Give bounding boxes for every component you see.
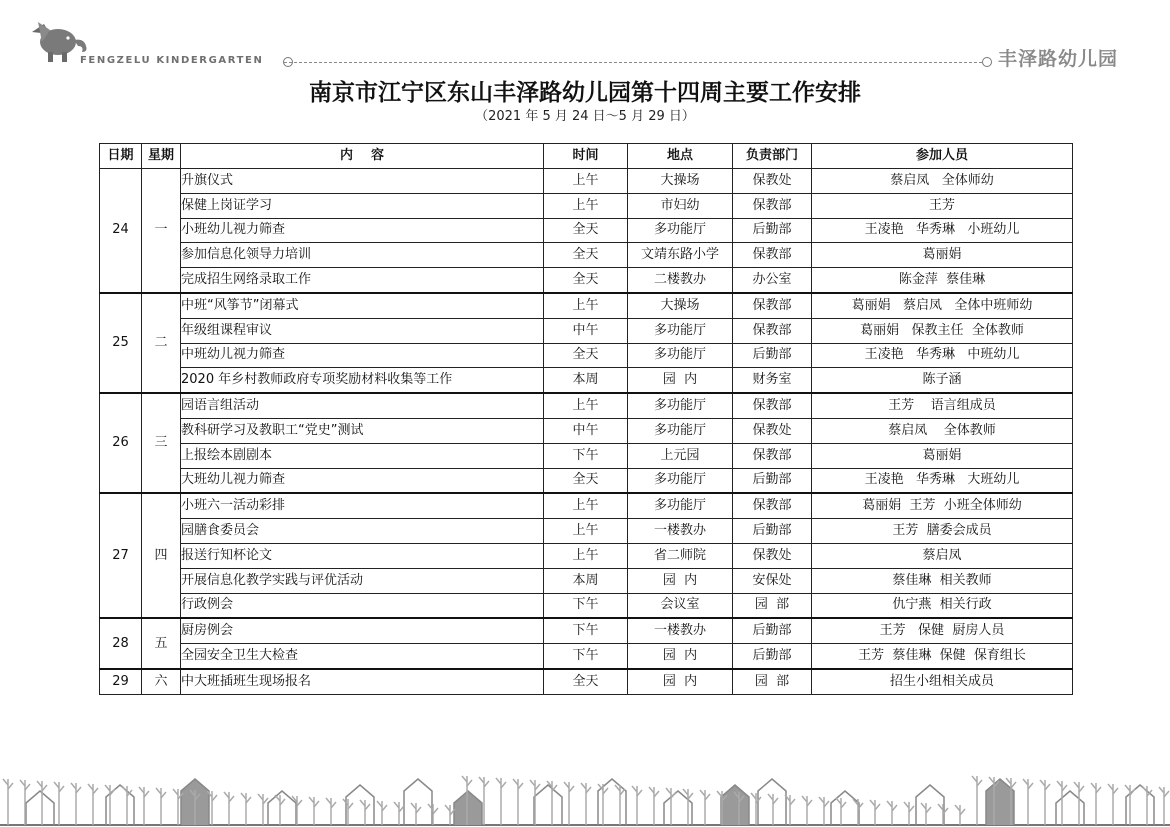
content-cell: 中班“风筝节”闭幕式: [181, 293, 544, 318]
weekday-cell: 二: [142, 293, 181, 393]
people-cell: 陈金萍 蔡佳琳: [812, 268, 1073, 293]
table-row: [100, 268, 1073, 293]
table-row: [100, 568, 1073, 593]
content-cell: 园膳食委员会: [181, 519, 544, 544]
dept-cell: 保教部: [733, 443, 812, 468]
content-cell: 行政例会: [181, 593, 544, 618]
dept-cell: 保教处: [733, 169, 812, 194]
logo-english-text: FENGZELU KINDERGARTEN: [80, 55, 264, 66]
content-cell: 升旗仪式: [181, 169, 544, 194]
content-cell: 中大班插班生现场报名: [181, 669, 544, 694]
table-row: [100, 644, 1073, 669]
place-cell: 多功能厅: [628, 318, 733, 343]
place-cell: 多功能厅: [628, 393, 733, 418]
header-place: 地点: [628, 144, 733, 169]
people-cell: 王芳: [812, 193, 1073, 218]
table-row: [100, 618, 1073, 643]
time-cell: 下午: [544, 593, 628, 618]
dept-cell: 园 部: [733, 669, 812, 694]
content-cell: 报送行知杯论文: [181, 543, 544, 568]
people-cell: 葛丽娟: [812, 443, 1073, 468]
table-row: [100, 293, 1073, 318]
dept-cell: 保教部: [733, 293, 812, 318]
date-cell: 26: [100, 393, 142, 493]
dept-cell: 后勤部: [733, 218, 812, 243]
people-cell: 葛丽娟: [812, 243, 1073, 268]
people-cell: 招生小组相关成员: [812, 669, 1073, 694]
place-cell: 园 内: [628, 368, 733, 393]
people-cell: 蔡启凤: [812, 543, 1073, 568]
time-cell: 上午: [544, 293, 628, 318]
time-cell: 上午: [544, 393, 628, 418]
table-row: [100, 519, 1073, 544]
dept-cell: 保教部: [733, 318, 812, 343]
content-cell: 小班六一活动彩排: [181, 493, 544, 518]
content-cell: 大班幼儿视力筛查: [181, 468, 544, 493]
date-cell: 25: [100, 293, 142, 393]
people-cell: 王芳 膳委会成员: [812, 519, 1073, 544]
place-cell: 大操场: [628, 293, 733, 318]
place-cell: 省二师院: [628, 543, 733, 568]
weekday-cell: 四: [142, 493, 181, 618]
time-cell: 本周: [544, 568, 628, 593]
time-cell: 上午: [544, 193, 628, 218]
content-cell: 中班幼儿视力筛查: [181, 343, 544, 368]
people-cell: 葛丽娟 王芳 小班全体师幼: [812, 493, 1073, 518]
time-cell: 下午: [544, 443, 628, 468]
table-header-row: [100, 144, 1073, 169]
content-cell: 全园安全卫生大检查: [181, 644, 544, 669]
place-cell: 多功能厅: [628, 468, 733, 493]
dept-cell: 保教部: [733, 193, 812, 218]
people-cell: 陈子涵: [812, 368, 1073, 393]
table-row: [100, 218, 1073, 243]
dept-cell: 园 部: [733, 593, 812, 618]
time-cell: 全天: [544, 468, 628, 493]
dept-cell: 安保处: [733, 568, 812, 593]
people-cell: 王芳 保健 厨房人员: [812, 618, 1073, 643]
place-cell: 园 内: [628, 568, 733, 593]
place-cell: 多功能厅: [628, 343, 733, 368]
time-cell: 全天: [544, 268, 628, 293]
table-row: [100, 468, 1073, 493]
header-dept: 负责部门: [733, 144, 812, 169]
dept-cell: 后勤部: [733, 468, 812, 493]
people-cell: 葛丽娟 蔡启凤 全体中班师幼: [812, 293, 1073, 318]
dept-cell: 办公室: [733, 268, 812, 293]
dept-cell: 后勤部: [733, 618, 812, 643]
logo-chinese-text: 丰泽路幼儿园: [998, 48, 1119, 70]
content-cell: 2020 年乡村教师政府专项奖励材料收集等工作: [181, 368, 544, 393]
table-row: [100, 343, 1073, 368]
table-row: [100, 243, 1073, 268]
table-row: [100, 169, 1073, 194]
content-cell: 教科研学习及教职工“党史”测试: [181, 418, 544, 443]
header-content: 内 容: [181, 144, 544, 169]
weekday-cell: 六: [142, 669, 181, 694]
people-cell: 王凌艳 华秀琳 小班幼儿: [812, 218, 1073, 243]
place-cell: 园 内: [628, 644, 733, 669]
time-cell: 全天: [544, 343, 628, 368]
header-time: 时间: [544, 144, 628, 169]
schedule-body: [100, 169, 1073, 695]
dept-cell: 保教部: [733, 243, 812, 268]
time-cell: 上午: [544, 543, 628, 568]
weekday-cell: 五: [142, 618, 181, 669]
village-footer-illustration: [0, 745, 1170, 827]
table-row: [100, 493, 1073, 518]
content-cell: 园语言组活动: [181, 393, 544, 418]
place-cell: 会议室: [628, 593, 733, 618]
content-cell: 小班幼儿视力筛查: [181, 218, 544, 243]
date-cell: 28: [100, 618, 142, 669]
time-cell: 下午: [544, 644, 628, 669]
time-cell: 上午: [544, 493, 628, 518]
place-cell: 多功能厅: [628, 493, 733, 518]
page-title: 南京市江宁区东山丰泽路幼儿园第十四周主要工作安排: [309, 80, 861, 106]
dept-cell: 保教部: [733, 493, 812, 518]
table-row: [100, 669, 1073, 694]
place-cell: 园 内: [628, 669, 733, 694]
place-cell: 市妇幼: [628, 193, 733, 218]
dept-cell: 保教处: [733, 418, 812, 443]
content-cell: 厨房例会: [181, 618, 544, 643]
table-row: [100, 318, 1073, 343]
people-cell: 王芳 语言组成员: [812, 393, 1073, 418]
dept-cell: 后勤部: [733, 519, 812, 544]
people-cell: 蔡佳琳 相关教师: [812, 568, 1073, 593]
table-row: [100, 193, 1073, 218]
dept-cell: 后勤部: [733, 343, 812, 368]
time-cell: 上午: [544, 169, 628, 194]
place-cell: 多功能厅: [628, 418, 733, 443]
time-cell: 全天: [544, 669, 628, 694]
dept-cell: 后勤部: [733, 644, 812, 669]
time-cell: 全天: [544, 218, 628, 243]
people-cell: 王凌艳 华秀琳 大班幼儿: [812, 468, 1073, 493]
dept-cell: 财务室: [733, 368, 812, 393]
weekday-cell: 三: [142, 393, 181, 493]
place-cell: 文靖东路小学: [628, 243, 733, 268]
place-cell: 一楼教办: [628, 618, 733, 643]
people-cell: 葛丽娟 保教主任 全体教师: [812, 318, 1073, 343]
time-cell: 上午: [544, 519, 628, 544]
time-cell: 中午: [544, 418, 628, 443]
table-row: [100, 393, 1073, 418]
table-row: [100, 443, 1073, 468]
place-cell: 多功能厅: [628, 218, 733, 243]
dept-cell: 保教部: [733, 393, 812, 418]
weekly-schedule-table: [99, 143, 1073, 695]
place-cell: 二楼教办: [628, 268, 733, 293]
content-cell: 上报绘本剧剧本: [181, 443, 544, 468]
content-cell: 参加信息化领导力培训: [181, 243, 544, 268]
table-row: [100, 418, 1073, 443]
date-cell: 27: [100, 493, 142, 618]
header-divider: [284, 62, 982, 63]
content-cell: 保健上岗证学习: [181, 193, 544, 218]
table-row: [100, 593, 1073, 618]
people-cell: 王芳 蔡佳琳 保健 保育组长: [812, 644, 1073, 669]
time-cell: 本周: [544, 368, 628, 393]
date-cell: 24: [100, 169, 142, 293]
page-header: [0, 0, 1170, 80]
table-row: [100, 543, 1073, 568]
header-people: 参加人员: [812, 144, 1073, 169]
content-cell: 年级组课程审议: [181, 318, 544, 343]
dept-cell: 保教处: [733, 543, 812, 568]
header-date: 日期: [100, 144, 142, 169]
people-cell: 蔡启凤 全体师幼: [812, 169, 1073, 194]
people-cell: 蔡启凤 全体教师: [812, 418, 1073, 443]
table-row: [100, 368, 1073, 393]
time-cell: 中午: [544, 318, 628, 343]
content-cell: 完成招生网络录取工作: [181, 268, 544, 293]
people-cell: 王凌艳 华秀琳 中班幼儿: [812, 343, 1073, 368]
people-cell: 仇宁燕 相关行政: [812, 593, 1073, 618]
dotted-line-end-icon: [982, 57, 992, 67]
time-cell: 全天: [544, 243, 628, 268]
date-cell: 29: [100, 669, 142, 694]
place-cell: 大操场: [628, 169, 733, 194]
place-cell: 上元园: [628, 443, 733, 468]
weekday-cell: 一: [142, 169, 181, 293]
content-cell: 开展信息化教学实践与评优活动: [181, 568, 544, 593]
time-cell: 下午: [544, 618, 628, 643]
date-range-subtitle: （2021 年 5 月 24 日～5 月 29 日）: [475, 109, 695, 124]
place-cell: 一楼教办: [628, 519, 733, 544]
header-weekday: 星期: [142, 144, 181, 169]
